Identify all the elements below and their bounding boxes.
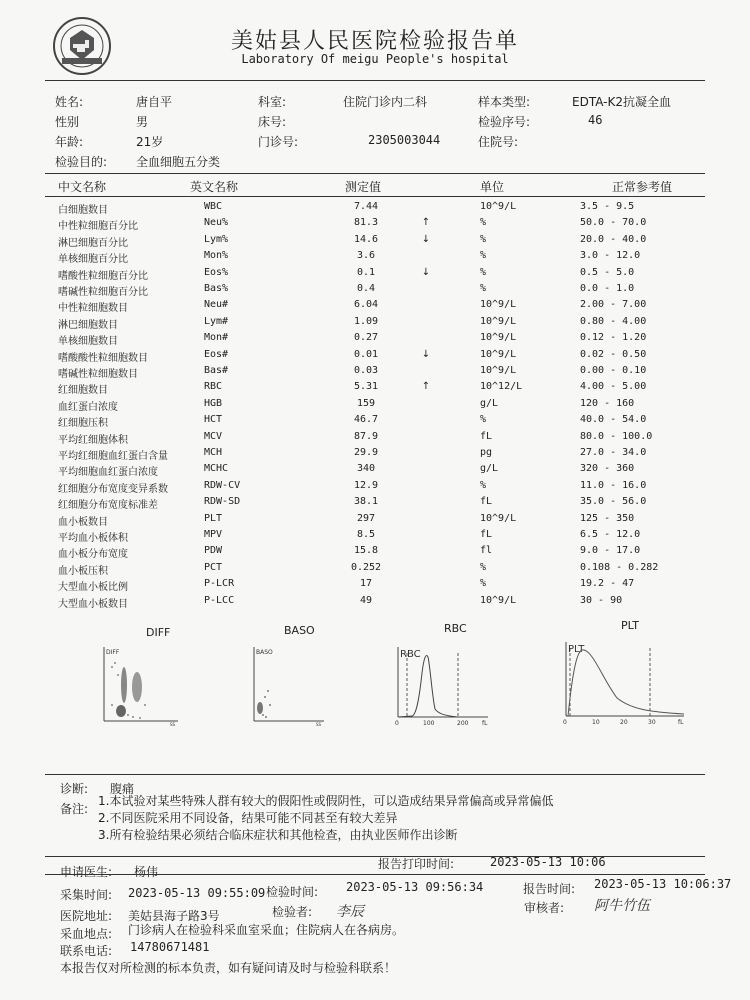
test-name-cn: 血红蛋白浓度 — [58, 401, 118, 413]
test-name-cn: 血小板分布宽度 — [58, 549, 128, 561]
test-name-en: P-LCC — [204, 594, 235, 606]
result-row — [0, 578, 750, 595]
test-name-cn: 红细胞数目 — [58, 385, 108, 397]
plt-label: PLT — [568, 644, 585, 655]
reference-range: 19.2 - 47 — [580, 578, 635, 590]
reference-range: 6.5 - 12.0 — [580, 529, 641, 540]
sex-label: 性别 — [55, 115, 80, 129]
plt-tick-30: 30 — [648, 719, 656, 726]
diff-label: DIFF — [106, 649, 120, 656]
name-label: 姓名: — [55, 95, 84, 109]
reviewer-label: 审核者: — [524, 901, 565, 915]
test-unit: fl — [480, 545, 493, 557]
test-name-en: Neu# — [204, 299, 229, 311]
result-row — [0, 283, 750, 300]
seq-value: 46 — [588, 113, 603, 127]
test-name-cn: 血小板数目 — [58, 516, 108, 528]
report-time-value: 2023-05-13 10:06:37 — [594, 877, 732, 891]
test-unit: 10^9/L — [480, 365, 517, 376]
note-line-3: 3.所有检验结果必须结合临床症状和其他检查，由执业医师作出诊断 — [98, 828, 458, 842]
test-value: 8.5 — [356, 529, 376, 540]
test-name-en: Lym% — [204, 233, 229, 245]
test-name-cn: 红细胞分布宽度变异系数 — [58, 483, 168, 495]
test-value: 0.03 — [353, 365, 379, 376]
result-row — [0, 545, 750, 562]
test-value: 1.09 — [353, 315, 379, 327]
clinic-label: 门诊号: — [258, 135, 299, 149]
reviewer-signature: 阿牛竹伍 — [594, 898, 650, 914]
rbc-tick-200: 200 — [457, 720, 469, 727]
diff-scattergram — [100, 645, 182, 727]
reference-range: 35.0 - 56.0 — [580, 496, 647, 508]
reference-range: 27.0 - 34.0 — [580, 447, 647, 458]
test-unit: 10^12/L — [480, 381, 523, 393]
test-value: 49 — [359, 594, 373, 606]
test-value: 15.8 — [353, 545, 379, 557]
test-name-en: PDW — [204, 545, 223, 557]
test-value: 12.9 — [353, 479, 379, 491]
result-row — [0, 529, 750, 546]
test-unit: fL — [480, 529, 493, 540]
test-unit: 10^9/L — [480, 348, 517, 360]
abnormal-flag: ↓ — [421, 348, 431, 360]
test-name-cn: 淋巴细胞百分比 — [58, 237, 128, 249]
sample-label: 样本类型: — [478, 95, 531, 109]
reference-range: 320 - 360 — [580, 463, 635, 475]
result-row — [0, 381, 750, 398]
col-ref: 正常参考值 — [612, 180, 673, 194]
test-value: 14.6 — [353, 233, 379, 245]
test-value: 159 — [356, 397, 376, 409]
test-unit: 10^9/L — [480, 512, 517, 524]
test-name-cn: 单核细胞百分比 — [58, 254, 128, 266]
reference-range: 0.80 - 4.00 — [580, 315, 647, 327]
note-line-2: 2.不同医院采用不同设备，结果可能不同甚至有较大差异 — [98, 811, 398, 825]
inpatient-label: 住院号: — [478, 135, 519, 149]
test-time-value: 2023-05-13 09:56:34 — [346, 880, 484, 894]
test-time-label: 检验时间: — [266, 885, 319, 899]
examiner-signature: 李辰 — [336, 904, 364, 920]
test-name-cn: 中性粒细胞数目 — [58, 303, 128, 315]
purpose-value: 全血细胞五分类 — [136, 155, 221, 169]
result-row — [0, 316, 750, 333]
col-cn-name: 中文名称 — [58, 180, 107, 194]
test-value: 0.27 — [353, 332, 379, 344]
test-name-en: MCV — [204, 430, 223, 442]
result-row — [0, 217, 750, 234]
baso-scattergram — [250, 645, 328, 727]
test-value: 6.04 — [353, 299, 379, 311]
site-value: 门诊病人在检验科采血室采血；住院病人在各病房。 — [128, 923, 405, 937]
reference-range: 3.0 - 12.0 — [580, 250, 641, 262]
reference-range: 0.02 - 0.50 — [580, 348, 647, 360]
note-line-1: 1.本试验对某些特殊人群有较大的假阳性或假阴性，可以造成结果异常偏高或异常偏低 — [98, 794, 554, 808]
test-name-en: PLT — [204, 512, 223, 524]
site-label: 采血地点: — [60, 927, 113, 941]
plt-title: PLT — [621, 619, 639, 632]
reference-range: 120 - 160 — [580, 397, 635, 409]
test-unit: % — [480, 578, 487, 590]
result-row — [0, 250, 750, 267]
reference-range: 0.12 - 1.20 — [580, 332, 647, 344]
dept-label: 科室: — [258, 95, 287, 109]
test-name-en: RDW-CV — [204, 479, 241, 491]
test-name-en: Bas% — [204, 283, 229, 294]
reference-range: 50.0 - 70.0 — [580, 217, 647, 229]
abnormal-flag: ↓ — [421, 233, 431, 245]
reference-range: 0.00 - 0.10 — [580, 365, 647, 376]
print-time-label: 报告打印时间: — [378, 857, 455, 871]
reference-range: 0.0 - 1.0 — [580, 283, 635, 294]
test-name-en: Eos# — [204, 348, 229, 360]
test-name-cn: 大型血小板数目 — [58, 598, 128, 610]
col-value: 测定值 — [345, 180, 382, 194]
divider — [45, 856, 705, 857]
seq-label: 检验序号: — [478, 115, 531, 129]
test-name-cn: 单核细胞数目 — [58, 336, 118, 348]
result-row — [0, 496, 750, 513]
reference-range: 11.0 - 16.0 — [580, 479, 647, 491]
result-row — [0, 349, 750, 366]
test-name-cn: 嗜碱性粒细胞百分比 — [58, 287, 148, 298]
divider — [45, 874, 705, 875]
test-value: 87.9 — [353, 430, 379, 442]
reference-range: 4.00 - 5.00 — [580, 381, 647, 393]
result-row — [0, 299, 750, 316]
plt-tick-0: 0 — [563, 719, 567, 726]
test-name-cn: 血小板压积 — [58, 565, 108, 577]
test-value: 0.01 — [353, 348, 379, 360]
test-name-en: WBC — [204, 201, 223, 212]
result-row — [0, 267, 750, 284]
reference-range: 30 - 90 — [580, 594, 623, 606]
test-value: 17 — [359, 578, 373, 590]
report-time-label: 报告时间: — [523, 882, 576, 896]
divider — [45, 774, 705, 775]
test-name-en: RDW-SD — [204, 496, 241, 508]
age-value: 21岁 — [136, 135, 164, 149]
result-row — [0, 234, 750, 251]
test-name-en: Mon# — [204, 332, 229, 344]
test-unit: % — [480, 233, 487, 245]
divider — [45, 173, 705, 174]
reference-range: 0.108 - 0.282 — [580, 561, 659, 573]
test-name-en: P-LCR — [204, 578, 235, 590]
sample-value: EDTA-K2抗凝全血 — [572, 95, 672, 109]
test-value: 5.31 — [353, 381, 379, 393]
result-row — [0, 201, 750, 218]
test-value: 0.4 — [356, 283, 376, 294]
test-unit: fL — [480, 430, 493, 442]
test-value: 29.9 — [353, 447, 379, 458]
test-name-en: Neu% — [204, 217, 229, 229]
test-name-cn: 嗜酸酸性粒细胞数目 — [58, 352, 148, 364]
test-unit: 10^9/L — [480, 201, 517, 212]
test-unit: % — [480, 217, 487, 229]
report-title: 美姑县人民医院检验报告单 — [230, 29, 519, 54]
baso-axis: SS — [316, 722, 322, 727]
test-unit: % — [480, 283, 487, 294]
name-value: 唐自平 — [136, 95, 173, 109]
result-row — [0, 332, 750, 349]
reference-range: 20.0 - 40.0 — [580, 233, 647, 245]
test-unit: % — [480, 414, 487, 426]
reference-range: 0.5 - 5.0 — [580, 266, 635, 278]
test-value: 0.252 — [350, 561, 382, 573]
result-row — [0, 480, 750, 497]
test-name-cn: 红细胞压积 — [58, 418, 108, 430]
test-value: 7.44 — [353, 201, 379, 212]
test-name-en: MCH — [204, 447, 223, 458]
doctor-label: 申请医生: — [60, 865, 113, 879]
divider — [45, 80, 705, 81]
col-unit: 单位 — [480, 180, 505, 194]
test-name-cn: 白细胞数目 — [58, 205, 108, 216]
diagnosis-label: 诊断: — [60, 782, 89, 796]
reference-range: 40.0 - 54.0 — [580, 414, 647, 426]
test-unit: 10^9/L — [480, 594, 517, 606]
test-unit: % — [480, 479, 487, 491]
test-value: 38.1 — [353, 496, 379, 508]
test-name-cn: 嗜酸性粒细胞百分比 — [58, 270, 148, 282]
plt-histogram — [562, 638, 690, 728]
reference-range: 80.0 - 100.0 — [580, 430, 653, 442]
diff-title: DIFF — [146, 626, 171, 639]
test-value: 46.7 — [353, 414, 379, 426]
phone-label: 联系电话: — [60, 944, 113, 958]
baso-label: BASO — [256, 649, 273, 656]
sex-value: 男 — [136, 115, 149, 129]
bed-label: 床号: — [258, 115, 287, 129]
test-name-cn: 红细胞分布宽度标准差 — [58, 500, 158, 512]
test-unit: 10^9/L — [480, 299, 517, 311]
rbc-histogram — [394, 643, 494, 729]
test-name-en: Lym# — [204, 315, 229, 327]
rbc-title: RBC — [444, 622, 467, 635]
print-time-value: 2023-05-13 10:06 — [490, 855, 606, 869]
result-row — [0, 398, 750, 415]
test-name-en: HCT — [204, 414, 223, 426]
test-unit: g/L — [480, 463, 499, 475]
test-name-cn: 大型血小板比例 — [58, 582, 128, 594]
result-row — [0, 414, 750, 431]
col-en-name: 英文名称 — [190, 180, 239, 194]
baso-title: BASO — [284, 624, 315, 637]
result-row — [0, 562, 750, 579]
test-name-en: RBC — [204, 381, 223, 393]
result-row — [0, 365, 750, 382]
test-name-en: MCHC — [204, 463, 229, 475]
diff-axis: SS — [170, 722, 176, 727]
test-value: 81.3 — [353, 217, 379, 229]
clinic-value: 2305003044 — [368, 133, 441, 147]
test-unit: % — [480, 561, 487, 573]
address-label: 医院地址: — [60, 909, 113, 923]
test-name-en: Eos% — [204, 266, 229, 278]
test-name-cn: 嗜碱性粒细胞数目 — [58, 369, 138, 380]
result-row — [0, 431, 750, 448]
result-row — [0, 463, 750, 480]
plt-tick-20: 20 — [620, 719, 628, 726]
test-name-en: PCT — [204, 561, 223, 573]
report-subtitle: Laboratory Of meigu People's hospital — [241, 52, 509, 66]
test-value: 0.1 — [356, 266, 376, 278]
test-name-cn: 平均红细胞血红蛋白含量 — [58, 451, 168, 462]
reference-range: 125 - 350 — [580, 512, 635, 524]
plt-unit: fL — [678, 719, 684, 726]
test-value: 297 — [356, 512, 376, 524]
result-row — [0, 513, 750, 530]
test-unit: 10^9/L — [480, 332, 517, 344]
reference-range: 3.5 - 9.5 — [580, 201, 635, 212]
age-label: 年龄: — [55, 135, 84, 149]
examiner-label: 检验者: — [272, 905, 313, 919]
address-value: 美姑县海子路3号 — [128, 909, 220, 923]
purpose-label: 检验目的: — [55, 155, 108, 169]
plt-tick-10: 10 — [592, 719, 600, 726]
reference-range: 9.0 - 17.0 — [580, 545, 641, 557]
test-unit: % — [480, 266, 487, 278]
abnormal-flag: ↑ — [421, 217, 431, 229]
disclaimer: 本报告仅对所检测的标本负责，如有疑问请及时与检验科联系！ — [60, 961, 397, 975]
reference-range: 2.00 - 7.00 — [580, 299, 647, 311]
result-row — [0, 447, 750, 464]
notes-label: 备注: — [60, 802, 89, 816]
test-name-cn: 平均细胞血红蛋白浓度 — [58, 467, 158, 479]
result-row — [0, 595, 750, 612]
collect-time-label: 采集时间: — [60, 888, 113, 902]
doctor-value: 杨伟 — [134, 865, 159, 879]
dept-value: 住院门诊内二科 — [343, 95, 428, 109]
phone-value: 14780671481 — [130, 940, 210, 954]
test-name-cn: 淋巴细胞数目 — [58, 319, 118, 331]
test-value: 3.6 — [356, 250, 376, 262]
test-name-cn: 平均血小板体积 — [58, 533, 128, 544]
test-name-cn: 中性粒细胞百分比 — [58, 221, 138, 233]
test-unit: pg — [480, 447, 493, 458]
diagnosis-value: 腹痛 — [110, 782, 135, 796]
collect-time-value: 2023-05-13 09:55:09 — [128, 886, 266, 900]
abnormal-flag: ↓ — [421, 266, 431, 278]
rbc-tick-100: 100 — [423, 720, 435, 727]
divider — [45, 196, 705, 197]
test-unit: g/L — [480, 397, 499, 409]
test-unit: 10^9/L — [480, 315, 517, 327]
test-name-en: Mon% — [204, 250, 229, 262]
test-name-en: Bas# — [204, 365, 229, 376]
rbc-tick-0: 0 — [395, 720, 399, 727]
test-unit: fL — [480, 496, 493, 508]
rbc-label: RBC — [400, 649, 421, 660]
test-name-cn: 平均红细胞体积 — [58, 434, 128, 446]
test-name-en: MPV — [204, 529, 223, 540]
rbc-unit: fL — [482, 720, 488, 727]
test-value: 340 — [356, 463, 376, 475]
test-name-en: HGB — [204, 397, 223, 409]
abnormal-flag: ↑ — [421, 381, 431, 393]
test-unit: % — [480, 250, 487, 262]
